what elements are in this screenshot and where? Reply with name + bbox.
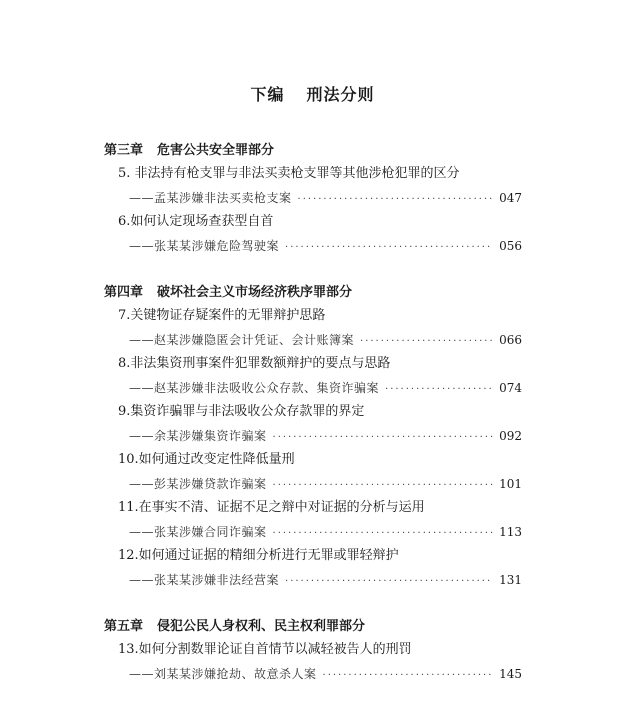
page-number: 066 bbox=[499, 333, 522, 347]
page-title bbox=[0, 82, 625, 105]
case-name: ——赵某涉嫌非法吸收公众存款、集资诈骗案 bbox=[129, 381, 380, 395]
toc-entry-title[interactable]: 6.如何认定现场查获型自首 bbox=[118, 214, 274, 229]
dot-leader bbox=[385, 378, 493, 402]
page-number: 047 bbox=[499, 191, 522, 205]
toc-case-line[interactable] bbox=[104, 186, 522, 210]
page-number: 074 bbox=[499, 381, 522, 395]
page-number: 092 bbox=[499, 429, 522, 443]
dot-leader bbox=[285, 570, 493, 594]
case-name: ——孟某涉嫌非法买卖枪支案 bbox=[129, 191, 292, 205]
case-name: ——赵某涉嫌隐匿会计凭证、会计账簿案 bbox=[129, 333, 355, 347]
chapter-number: 第三章 bbox=[104, 143, 144, 158]
toc-case-line[interactable] bbox=[104, 662, 522, 686]
page-number: 101 bbox=[499, 477, 522, 491]
toc-case-line[interactable] bbox=[104, 424, 522, 448]
toc-case-line[interactable] bbox=[104, 520, 522, 544]
dot-leader bbox=[323, 664, 494, 688]
chapter-heading bbox=[104, 140, 522, 162]
dot-leader bbox=[285, 236, 493, 260]
part-label: 下编 bbox=[250, 85, 285, 104]
toc-case-line[interactable] bbox=[104, 328, 522, 352]
page-number: 113 bbox=[499, 525, 522, 539]
part-name: 刑法分则 bbox=[306, 85, 375, 104]
toc-entry-title[interactable]: 13.如何分割数罪论证自首情节以减轻被告人的刑罚 bbox=[118, 642, 412, 657]
chapter-heading bbox=[104, 616, 522, 638]
chapter-title: 侵犯公民人身权利、民主权利罪部分 bbox=[157, 619, 366, 634]
dot-leader bbox=[360, 330, 493, 354]
toc-entry-title[interactable]: 7.关键物证存疑案件的无罪辩护思路 bbox=[118, 308, 326, 323]
toc-case-line[interactable] bbox=[104, 472, 522, 496]
chapter-title: 破坏社会主义市场经济秩序罪部分 bbox=[157, 285, 353, 300]
toc-case-line[interactable] bbox=[104, 376, 522, 400]
page-number: 131 bbox=[499, 573, 522, 587]
chapter-number: 第四章 bbox=[104, 285, 144, 300]
table-of-contents bbox=[104, 140, 522, 686]
toc-entry-title[interactable]: 11.在事实不清、证据不足之辩中对证据的分析与运用 bbox=[118, 500, 425, 515]
dot-leader bbox=[273, 522, 494, 546]
chapter-number: 第五章 bbox=[104, 619, 144, 634]
chapter-heading bbox=[104, 282, 522, 304]
toc-case-line[interactable] bbox=[104, 234, 522, 258]
case-name: ——张某某涉嫌危险驾驶案 bbox=[129, 239, 280, 253]
toc-entry-title[interactable]: 9.集资诈骗罪与非法吸收公众存款罪的界定 bbox=[118, 404, 365, 419]
toc-entry-title[interactable]: 10.如何通过改变定性降低量刑 bbox=[118, 452, 295, 467]
case-name: ——张某某涉嫌非法经营案 bbox=[129, 573, 280, 587]
dot-leader bbox=[273, 426, 494, 450]
case-name: ——张某涉嫌合同诈骗案 bbox=[129, 525, 267, 539]
dot-leader bbox=[298, 188, 494, 212]
toc-case-line[interactable] bbox=[104, 568, 522, 592]
toc-entry-title[interactable]: 12.如何通过证据的精细分析进行无罪或罪轻辩护 bbox=[118, 548, 399, 563]
case-name: ——刘某某涉嫌抢劫、故意杀人案 bbox=[129, 667, 317, 681]
chapter-title: 危害公共安全罪部分 bbox=[157, 143, 275, 158]
page-number: 056 bbox=[499, 239, 522, 253]
page-number: 145 bbox=[499, 667, 522, 681]
case-name: ——彭某涉嫌贷款诈骗案 bbox=[129, 477, 267, 491]
toc-entry-title[interactable]: 5. 非法持有枪支罪与非法买卖枪支罪等其他涉枪犯罪的区分 bbox=[118, 166, 460, 181]
case-name: ——余某涉嫌集资诈骗案 bbox=[129, 429, 267, 443]
dot-leader bbox=[273, 474, 494, 498]
toc-entry-title[interactable]: 8.非法集资刑事案件犯罪数额辩护的要点与思路 bbox=[118, 356, 391, 371]
